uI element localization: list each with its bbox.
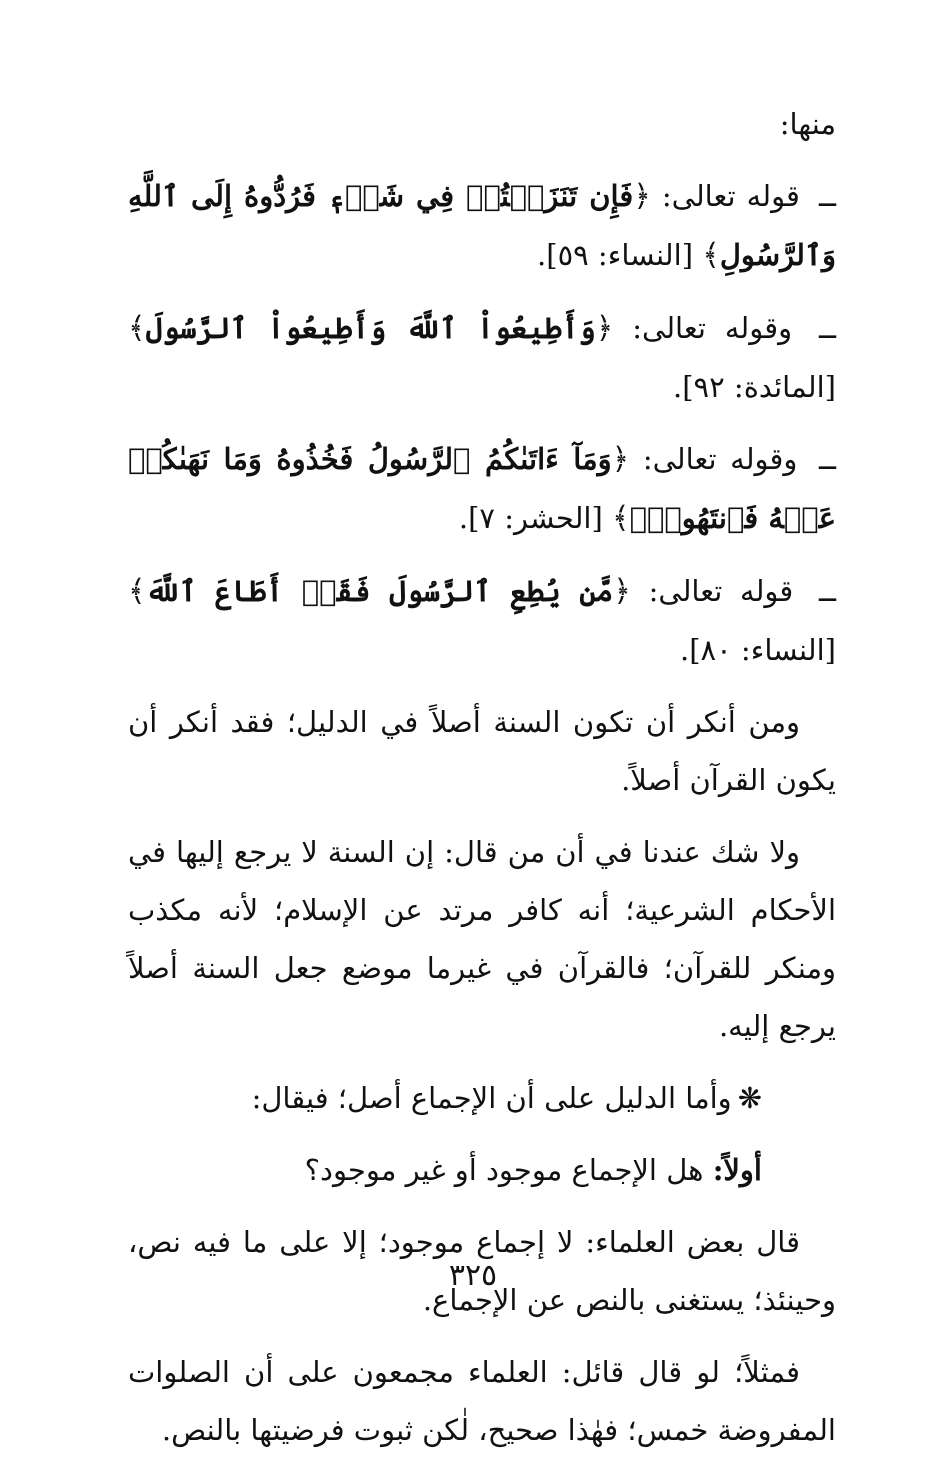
dash-marker: ــ (819, 574, 837, 608)
verse-reference: [المائدة: ٩٢]. (673, 370, 836, 404)
verse-prefix: وقوله تعالى: (642, 442, 798, 476)
intro-text: منها: (779, 107, 836, 141)
quran-verse-text: مَّن يُطِعِ ٱلرَّسُولَ فَقَدۡ أَطَاعَ ٱللَّهَ (145, 574, 614, 608)
verse-item-2 (128, 299, 836, 416)
paragraph-ijma-proof (128, 1069, 836, 1127)
dash-marker: ــ (819, 179, 837, 213)
verse-reference: [الحشر: ٧]. (458, 501, 603, 535)
verse-item-1 (128, 167, 836, 285)
page-number: ٣٢٥ (448, 1258, 498, 1293)
dash-marker: ــ (819, 311, 837, 345)
first-point-text: هل الإجماع موجود أو غير موجود؟ (304, 1153, 704, 1187)
paragraph-example: فمثلاً؛ لو قال قائل: العلماء مجمعون على أن الصلوات المفروضة خمس؛ فهٰذا صحيح، لٰكن ثبوت فرضيتها بالنص. (128, 1355, 836, 1447)
close-quran-bracket-icon: ﴾ (128, 311, 146, 346)
paragraph-ruling: ولا شك عندنا في أن من قال: إن السنة لا يرجع إليها في الأحكام الشرعية؛ أنه كافر مرتد عن الإسلام؛ لأنه مكذب ومنكر للقرآن؛ فالقرآن في غيرما موضع جعل السنة أصلاً يرجع إليه. (128, 835, 836, 1043)
paragraph-scholars-view: قال بعض العلماء: لا إجماع موجود؛ إلا على ما فيه نص، وحينئذ؛ يستغنى بالنص عن الإجماع. (128, 1225, 836, 1317)
open-quran-bracket-icon: ﴿ (633, 179, 651, 214)
open-quran-bracket-icon: ﴿ (611, 442, 630, 477)
paragraph-first-point (128, 1141, 836, 1199)
asterisk-ornament-icon: ❋ (737, 1081, 762, 1115)
verse-prefix: قوله تعالى: (648, 574, 794, 608)
open-quran-bracket-icon: ﴿ (613, 574, 631, 609)
paragraph-denial-sunnah: ومن أنكر أن تكون السنة أصلاً في الدليل؛ فقد أنكر أن يكون القرآن أصلاً. (128, 705, 836, 797)
verse-prefix: قوله تعالى: (661, 179, 800, 213)
open-quran-bracket-icon: ﴿ (595, 311, 614, 346)
verse-reference: [النساء: ٨٠]. (680, 633, 836, 667)
close-quran-bracket-icon: ﴾ (612, 501, 630, 536)
dash-marker: ــ (819, 442, 837, 476)
first-point-label: أولاً: (712, 1153, 762, 1187)
intro-line (128, 95, 836, 153)
verse-prefix: وقوله تعالى: (632, 311, 793, 345)
quran-verse-text: فَإِن تَنَزَعۡتُمۡ فِي شَيۡءٖ فَرُدُّوهُ إِلَى ٱللَّهِ وَٱلرَّسُولِ (128, 179, 836, 272)
verse-item-4 (128, 562, 836, 679)
verse-reference: [النساء: ٥٩]. (537, 238, 694, 272)
close-quran-bracket-icon: ﴾ (128, 574, 146, 609)
verse-item-3 (128, 430, 836, 548)
quran-verse-text: وَأَطِيعُواْ ٱللَّهَ وَأَطِيعُواْ ٱلرَّسُولَ (145, 311, 596, 345)
quran-verse-text: وَمَآ ءَاتَىٰكُمُ ٱلرَّسُولُ فَخُذُوهُ وَمَا نَهَىٰكُمۡ عَنۡهُ فَٱنتَهُواْۚ (128, 442, 836, 535)
close-quran-bracket-icon: ﴾ (702, 238, 720, 273)
ijma-proof-text: وأما الدليل على أن الإجماع أصل؛ فيقال: (251, 1081, 732, 1115)
